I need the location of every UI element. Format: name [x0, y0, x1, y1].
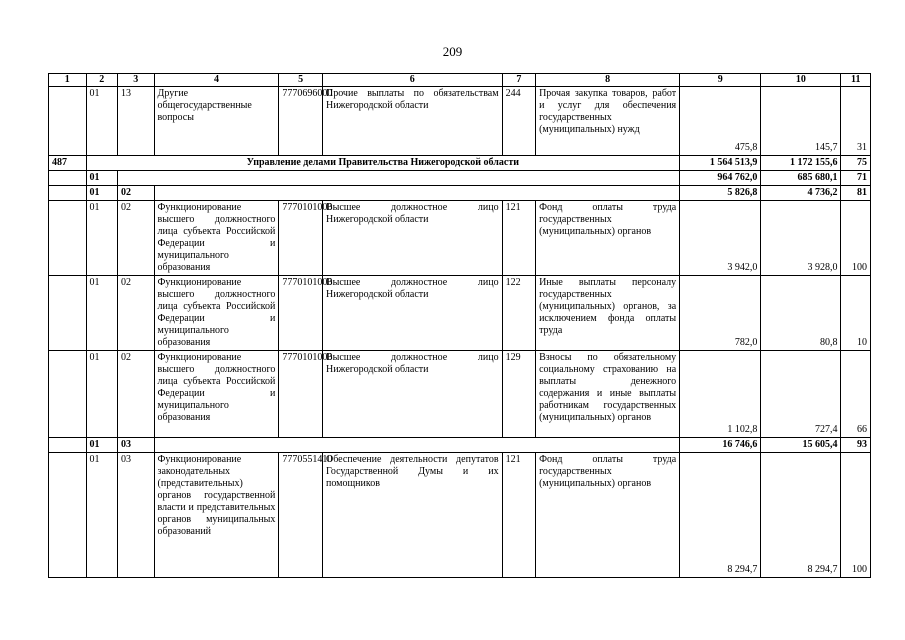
column-header: 6: [322, 74, 502, 87]
cell-empty: [118, 171, 680, 186]
column-header: 1: [49, 74, 87, 87]
column-header: 8: [536, 74, 680, 87]
cell-expense-type: 122: [502, 276, 535, 351]
cell-admin-code: 487: [49, 156, 87, 171]
cell-subsection: 02: [118, 186, 155, 201]
cell-subsection-name: Функционирование высшего должностного лица субъекта Российской Федерации и муниципального образования: [154, 201, 279, 276]
page-number: 209: [442, 44, 463, 59]
column-header: 2: [86, 74, 117, 87]
cell-article-name: Высшее должностное лицо Нижегородской области: [322, 351, 502, 438]
cell-plan-amount: 475,8: [680, 87, 761, 156]
cell-plan-amount: 16 746,6: [680, 438, 761, 453]
cell-subsection: 02: [118, 276, 155, 351]
cell-subsection: 02: [118, 351, 155, 438]
cell-subsection: 02: [118, 201, 155, 276]
cell-section: 01: [86, 186, 117, 201]
column-header: 11: [841, 74, 871, 87]
cell-plan-amount: 1 102,8: [680, 351, 761, 438]
cell-article-name: Высшее должностное лицо Нижегородской области: [322, 276, 502, 351]
cell-percent: 93: [841, 438, 871, 453]
cell-percent: 75: [841, 156, 871, 171]
cell-expense-name: Прочая закупка товаров, работ и услуг для обеспечения государственных (муниципальных) нужд: [536, 87, 680, 156]
cell-actual-amount: 80,8: [761, 276, 841, 351]
cell-expense-type: 121: [502, 201, 535, 276]
cell-actual-amount: 8 294,7: [761, 453, 841, 578]
cell-actual-amount: 727,4: [761, 351, 841, 438]
cell-plan-amount: 964 762,0: [680, 171, 761, 186]
cell-plan-amount: 5 826,8: [680, 186, 761, 201]
subsection-total-row: [49, 438, 871, 453]
cell-admin-code: [49, 171, 87, 186]
cell-section: 01: [86, 276, 117, 351]
cell-target-article: 7770101000: [279, 201, 323, 276]
cell-percent: 66: [841, 351, 871, 438]
cell-expense-type: 244: [502, 87, 535, 156]
cell-empty: [154, 438, 680, 453]
cell-percent: 10: [841, 276, 871, 351]
cell-admin-code: [49, 201, 87, 276]
cell-admin-code: [49, 351, 87, 438]
table-row: [49, 351, 871, 438]
cell-expense-name: Иные выплаты персоналу государственных (муниципальных) органов, за исключением фонда оплаты труда: [536, 276, 680, 351]
cell-percent: 31: [841, 87, 871, 156]
cell-target-article: 7770101000: [279, 276, 323, 351]
column-header: 5: [279, 74, 323, 87]
cell-plan-amount: 1 564 513,9: [680, 156, 761, 171]
table-header-row: [49, 74, 871, 87]
cell-admin-code: [49, 87, 87, 156]
cell-percent: 100: [841, 453, 871, 578]
column-header: 3: [118, 74, 155, 87]
org-total-row: [49, 156, 871, 171]
cell-section: 01: [86, 171, 117, 186]
cell-expense-name: Фонд оплаты труда государственных (муниципальных) органов: [536, 201, 680, 276]
cell-plan-amount: 8 294,7: [680, 453, 761, 578]
cell-empty: [154, 186, 680, 201]
cell-target-article: 7770101000: [279, 351, 323, 438]
cell-subsection-name: Другие общегосударственные вопросы: [154, 87, 279, 156]
budget-table: [48, 73, 871, 578]
cell-actual-amount: 4 736,2: [761, 186, 841, 201]
table-row: [49, 87, 871, 156]
cell-section: 01: [86, 351, 117, 438]
org-title: Управление делами Правительства Нижегородской области: [86, 156, 680, 171]
cell-admin-code: [49, 276, 87, 351]
cell-expense-name: Взносы по обязательному социальному страхованию на выплаты денежного содержания и иные выплаты работникам государственных (муниципальных) органов: [536, 351, 680, 438]
cell-target-article: 7770696000: [279, 87, 323, 156]
cell-article-name: Обеспечение деятельности депутатов Государственной Думы и их помощников: [322, 453, 502, 578]
cell-admin-code: [49, 453, 87, 578]
cell-expense-type: 129: [502, 351, 535, 438]
table-row: [49, 453, 871, 578]
column-header: 7: [502, 74, 535, 87]
cell-expense-name: Фонд оплаты труда государственных (муниципальных) органов: [536, 453, 680, 578]
cell-target-article: 7770551410: [279, 453, 323, 578]
cell-percent: 100: [841, 201, 871, 276]
table-row: [49, 276, 871, 351]
cell-subsection: 03: [118, 438, 155, 453]
cell-percent: 71: [841, 171, 871, 186]
column-header: 9: [680, 74, 761, 87]
cell-actual-amount: 145,7: [761, 87, 841, 156]
cell-article-name: Прочие выплаты по обязательствам Нижегородской области: [322, 87, 502, 156]
cell-expense-type: 121: [502, 453, 535, 578]
table-body: [49, 74, 871, 578]
cell-admin-code: [49, 186, 87, 201]
cell-actual-amount: 685 680,1: [761, 171, 841, 186]
cell-percent: 81: [841, 186, 871, 201]
cell-section: 01: [86, 87, 117, 156]
table-row: [49, 201, 871, 276]
subsection-total-row: [49, 186, 871, 201]
cell-subsection-name: Функционирование высшего должностного лица субъекта Российской Федерации и муниципального образования: [154, 351, 279, 438]
cell-admin-code: [49, 438, 87, 453]
cell-actual-amount: 15 605,4: [761, 438, 841, 453]
column-header: 10: [761, 74, 841, 87]
section-total-row: [49, 171, 871, 186]
cell-subsection: 03: [118, 453, 155, 578]
cell-subsection-name: Функционирование высшего должностного лица субъекта Российской Федерации и муниципального образования: [154, 276, 279, 351]
cell-section: 01: [86, 201, 117, 276]
cell-subsection-name: Функционирование законодательных (представительных) органов государственной власти и представительных органов муниципальных образований: [154, 453, 279, 578]
cell-actual-amount: 1 172 155,6: [761, 156, 841, 171]
column-header: 4: [154, 74, 279, 87]
cell-actual-amount: 3 928,0: [761, 201, 841, 276]
cell-subsection: 13: [118, 87, 155, 156]
cell-article-name: Высшее должностное лицо Нижегородской области: [322, 201, 502, 276]
cell-plan-amount: 782,0: [680, 276, 761, 351]
cell-section: 01: [86, 438, 117, 453]
cell-section: 01: [86, 453, 117, 578]
cell-plan-amount: 3 942,0: [680, 201, 761, 276]
